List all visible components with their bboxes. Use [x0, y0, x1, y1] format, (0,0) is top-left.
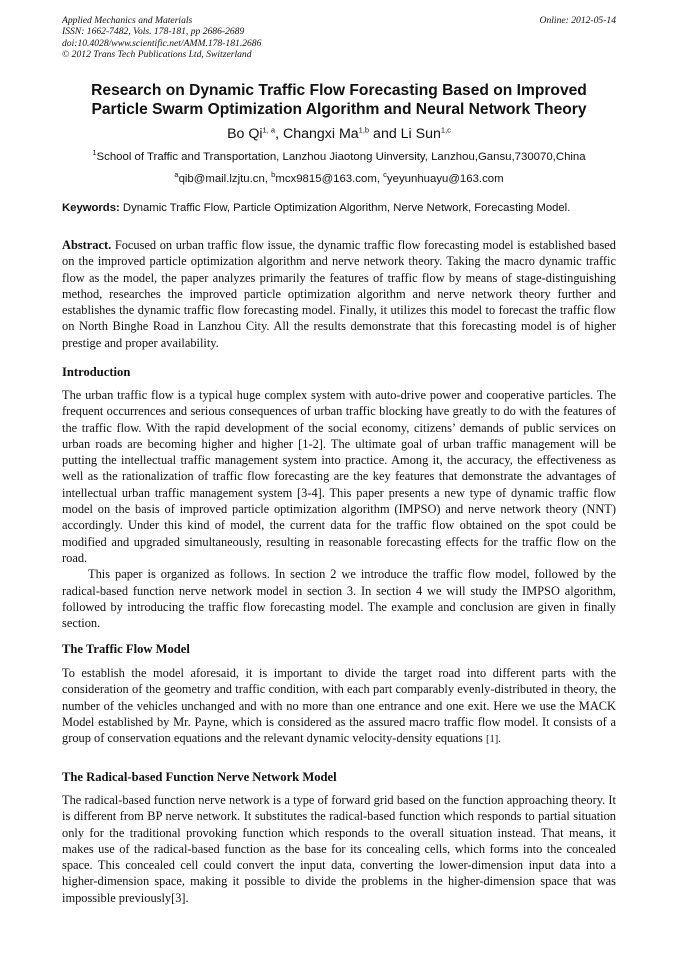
issn-line: ISSN: 1662-7482, Vols. 178-181, pp 2686-2689 — [62, 26, 245, 38]
section-heading-traffic-flow-model: The Traffic Flow Model — [62, 642, 190, 656]
email-sup: b — [271, 170, 276, 180]
introduction-body — [62, 387, 616, 631]
journal-header — [62, 15, 616, 61]
author-name: Changxi Ma — [282, 126, 359, 142]
author-sup: 1,b — [358, 125, 370, 135]
abstract-text: Focused on urban traffic flow issue, the dynamic traffic flow forecasting model is established based on the improved particle optimization algorithm and nerve network theory. Taking the macro dynamic traffic flow as the model, the paper analyzes primarily the features of traffic flow by means of stage-distinguishing method, researches the improved particle optimization algorithm and nerve network theory further and establishes the dynamic traffic flow forecasting model. Finally, it utilizes this model to forecast the traffic flow on North Binghe Road in Lanzhou City. All the results demonstrate that this forecasting model is of higher prestige and proper availability. — [62, 238, 616, 350]
email-sup: a — [174, 170, 179, 180]
copyright-line: © 2012 Trans Tech Publications Ltd, Switzerland — [62, 49, 252, 61]
email-link[interactable]: yeyunhuayu@163.com — [386, 173, 504, 185]
keywords-text: Dynamic Traffic Flow, Particle Optimization Algorithm, Nerve Network, Forecasting Model. — [122, 202, 571, 214]
email-link[interactable]: qib@mail.lzjtu.cn — [178, 173, 265, 185]
email-sup: c — [383, 170, 387, 180]
author-sup: 1,c — [440, 125, 451, 135]
doi-line: doi:10.4028/www.scientific.net/AMM.178-181.2686 — [62, 37, 262, 49]
abstract-paragraph — [62, 237, 616, 351]
affiliation — [62, 150, 616, 164]
abstract-label: Abstract. — [62, 238, 112, 252]
traffic-flow-body — [62, 665, 616, 748]
paper-title: Research on Dynamic Traffic Flow Forecasting Based on Improved Particle Swarm Optimization Algorithm and Neural Network Theory — [91, 82, 587, 118]
author-sup: 1, a — [262, 125, 276, 135]
paragraph-text: To establish the model aforesaid, it is important to divide the target road into different parts with the consideration of the geometry and traffic condition, with each part comparably evenly-distributed in theory, the number of the vehicles unchanged and with no more than one entrance and one exit. Here we use the MACK Model established by Mr. Payne, which is considered as the assured macro traffic flow model. It consists of a group of conservation equations and the relevant dynamic velocity-density equations — [62, 666, 616, 746]
paragraph: The urban traffic flow is a typical huge complex system with auto-drive power and cooperative particles. The frequent occurrences and serious consequences of urban traffic blocking have greatly to do with the features of the traffic flow. With the rapid development of the social economy, citizens’ demands of public services on urban roads are becoming higher and higher [1-2]. The ultimate goal of urban traffic management will be putting the intellectual traffic management system into practice. Among it, the accuracy, the effectiveness as well as the rationalization of traffic flow forecasting are the key features that demonstrate the advantages of intellectual urban traffic management system [3-4]. This paper presents a new type of dynamic traffic flow model on the basis of improved particle optimization algorithm (IMPSO) and nerve network theory (NNT) accordingly. Under this kind of model, the current data for the traffic flow obtained on the spot could be modified and upgraded simultaneously, resulting in reasonable forecasting effects for the traffic flow on the road. — [62, 388, 616, 565]
paragraph — [62, 665, 616, 748]
rbf-body — [62, 792, 616, 906]
affiliation-sup: 1 — [92, 148, 97, 158]
author-name: Bo Qi — [227, 126, 263, 142]
affiliation-text: School of Traffic and Transportation, Lanzhou Jiaotong Uinversity, Lanzhou,Gansu,730070,China — [96, 151, 586, 163]
paragraph: The radical-based function nerve network is a type of forward grid based on the function approaching theory. It is different from BP nerve network. It substitutes the radical-based function which responds to partial situation only for the traditional provoking function which responds to the overall situation instead. That means, it makes use of the radical-based function as the base for its concealing cells, which forms into the concealed space. This concealed cell could convert the input data, converting the lower-dimension input data into a higher-dimension space, making it possible to divide the problems in the higher-dimension space that was impossible previously[3]. — [62, 793, 616, 905]
journal-name: Applied Mechanics and Materials — [62, 15, 193, 26]
abstract — [62, 237, 616, 351]
author-name: Li Sun — [400, 126, 441, 142]
keywords — [62, 201, 616, 216]
author-line: Bo Qi$^{1, a}$, Changxi Ma$^{1,b}$ and Li Sun$^{1,c}$ — [227, 125, 451, 142]
section-heading-rbf-model: The Radical-based Function Nerve Network Model — [62, 770, 337, 784]
paragraph: This paper is organized as follows. In section 2 we introduce the traffic flow model, followed by the radical-based function nerve network model in section 3. In section 4 we will study the IMPSO algorithm, followed by introducing the traffic flow forecasting model. The example and conclusion are given in finally section. — [62, 567, 616, 631]
section-heading-introduction: Introduction — [62, 365, 131, 379]
email-line: $^a$qib@mail.lzjtu.cn, $^b$mcx9815@163.com, $^c$yeyunhuayu@163.com — [174, 170, 504, 185]
online-date: Online: 2012-05-14 — [539, 15, 616, 26]
citation: [1]. — [485, 734, 501, 746]
email-link[interactable]: mcx9815@163.com — [275, 173, 377, 185]
keywords-label: Keywords: — [62, 202, 120, 214]
